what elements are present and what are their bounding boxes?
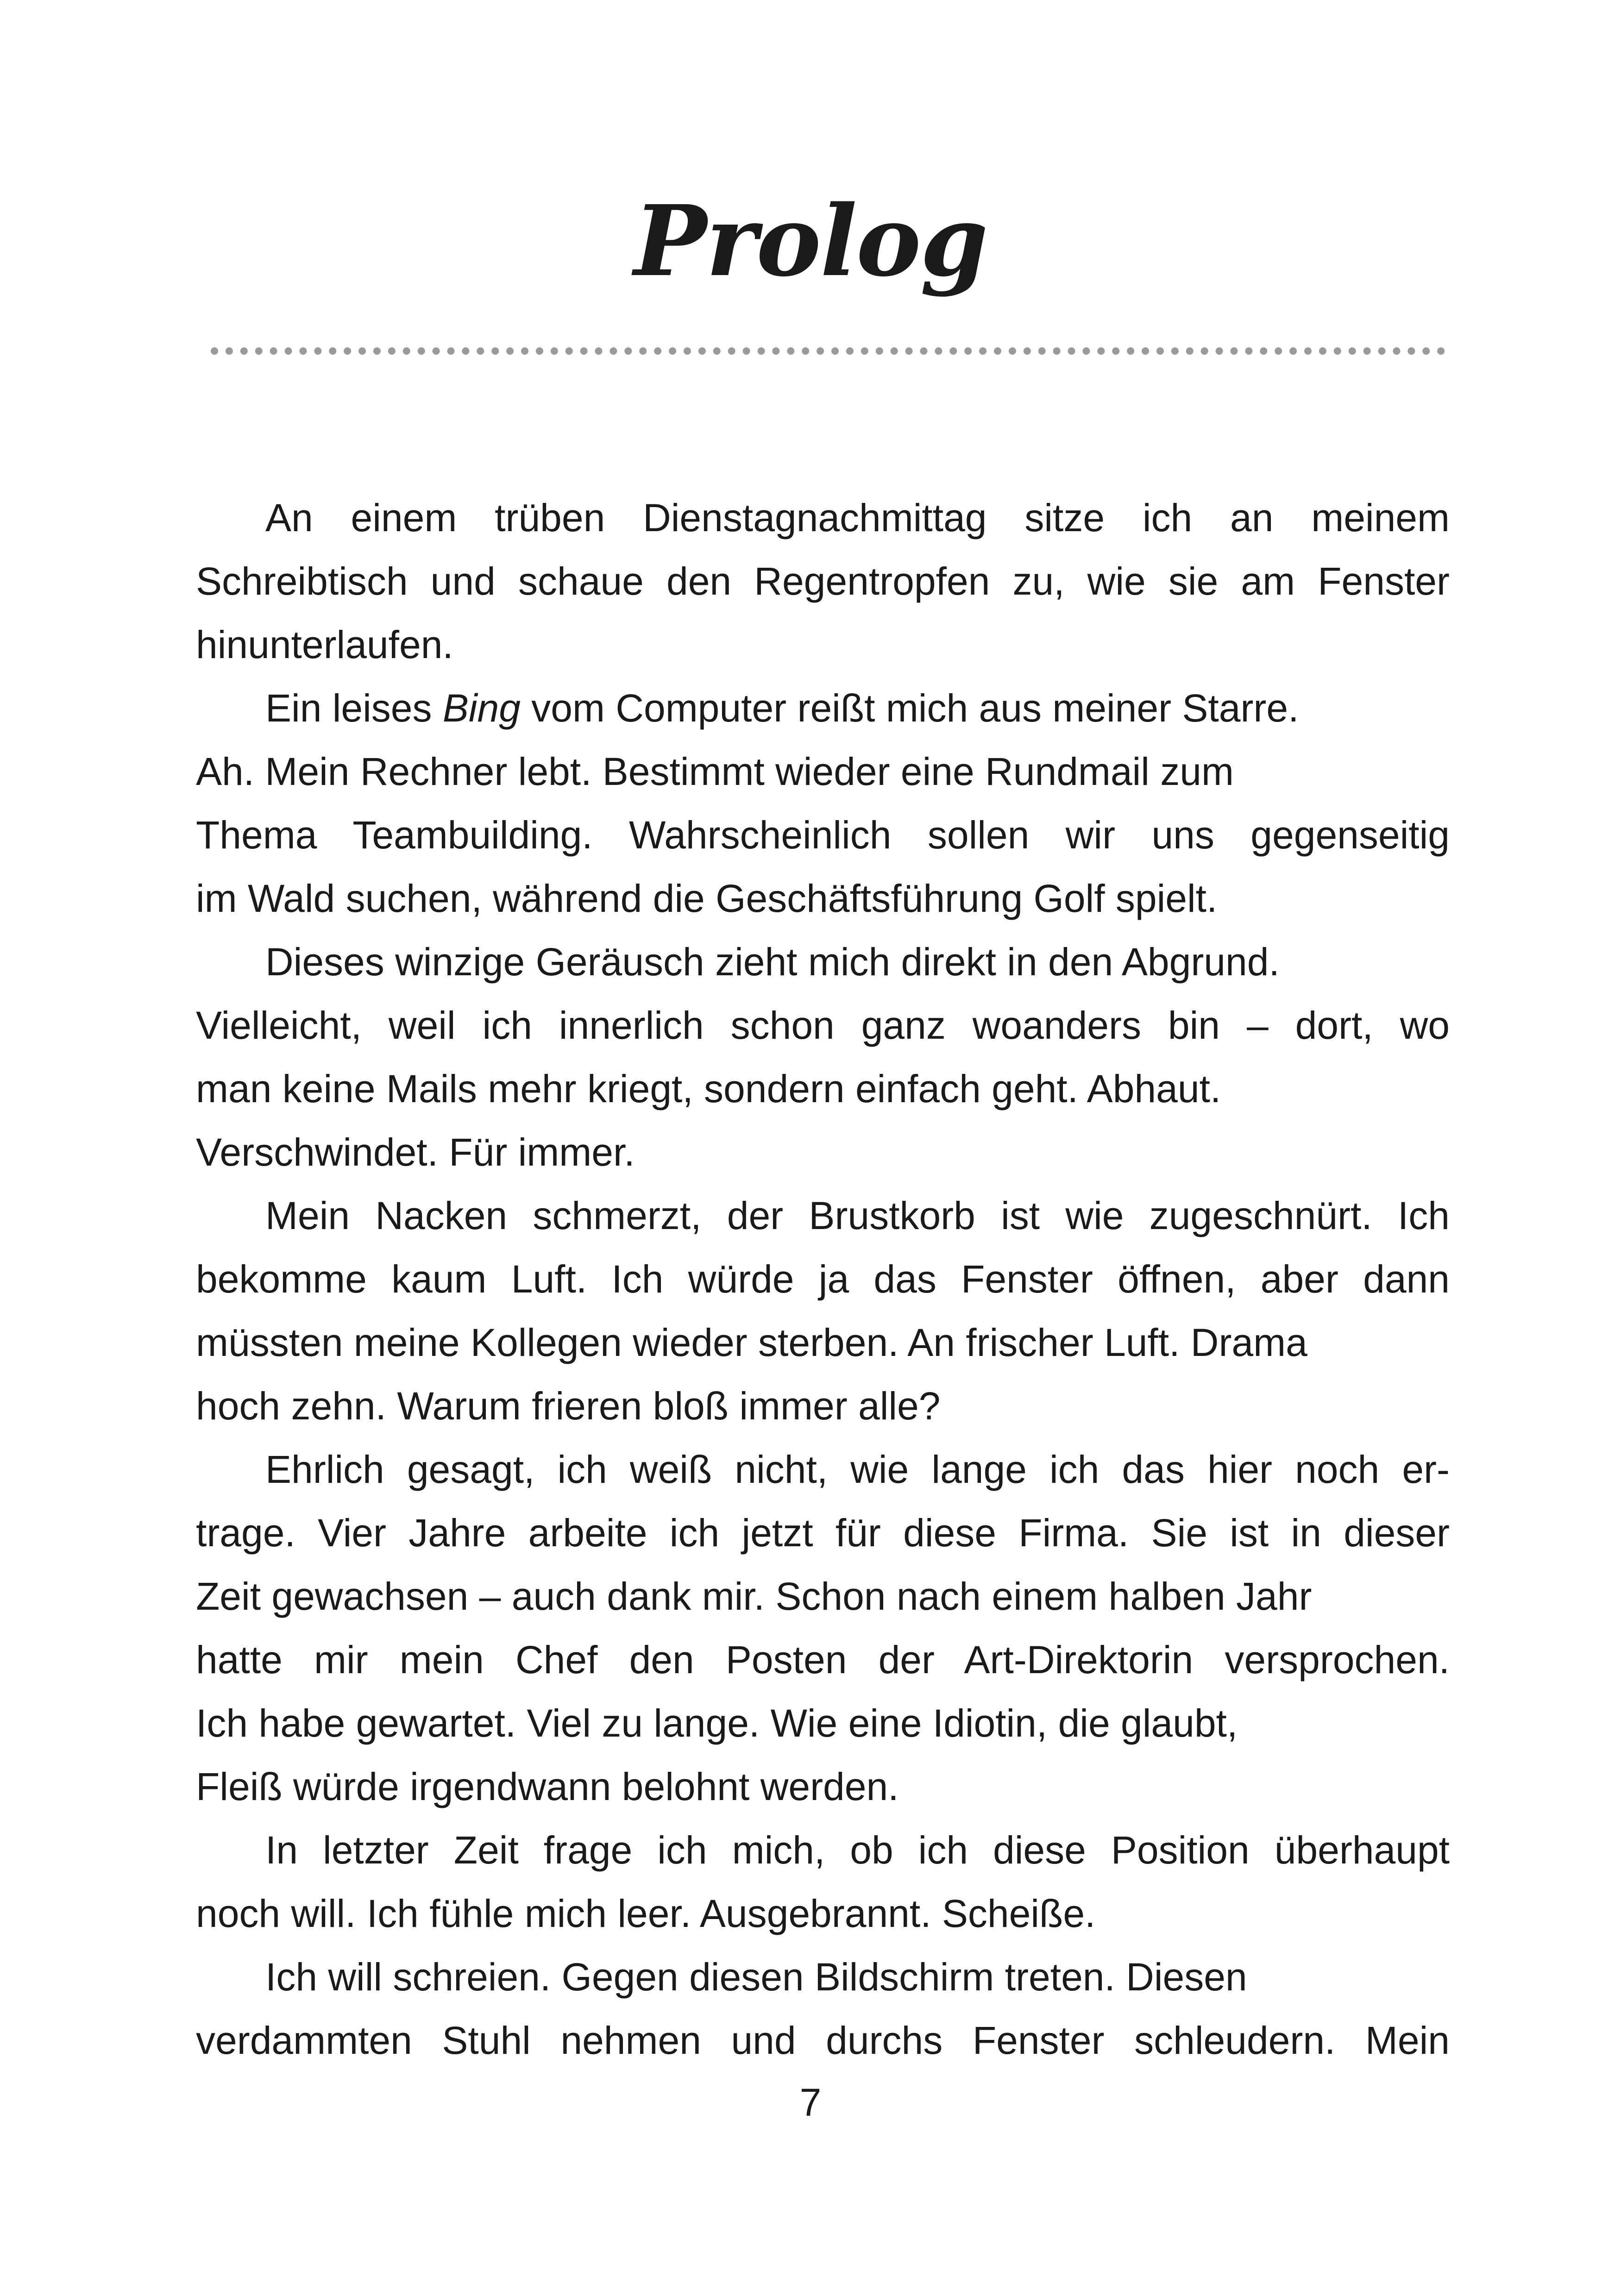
text-line: bekomme kaum Luft. Ich würde ja das Fenster öffnen, aber dann [196,1257,1450,1301]
text-line: Thema Teambuilding. Wahrscheinlich sollen wir uns gegenseitig [196,813,1450,857]
text-line: Fleiß würde irgendwann belohnt werden. [196,1765,899,1808]
body-text [196,486,1450,2072]
text-run: vom Computer reißt mich aus meiner Starre. [520,686,1299,730]
text-line: Ehrlich gesagt, ich weiß nicht, wie lange ich das hier noch er- [265,1448,1450,1491]
text-line: Ich habe gewartet. Viel zu lange. Wie eine Idiotin, die glaubt, [196,1701,1238,1745]
text-line: im Wald suchen, während die Geschäftsführung Golf spielt. [196,877,1218,920]
page-number: 7 [799,2081,822,2124]
text-line: müssten meine Kollegen wieder sterben. An frischer Luft. Drama [196,1321,1307,1364]
paragraph [196,1819,1450,1945]
text-line: Verschwindet. Für immer. [196,1130,635,1174]
paragraph [196,1945,1450,2072]
emphasis-text: Bing [442,686,521,730]
text-line: hoch zehn. Warum frieren bloß immer alle? [196,1384,941,1428]
text-line: verdammten Stuhl nehmen und durchs Fenster schleudern. Mein [196,2019,1450,2062]
text-line: Mein Nacken schmerzt, der Brustkorb ist wie zugeschnürt. Ich [265,1194,1450,1237]
text-line: trage. Vier Jahre arbeite ich jetzt für diese Firma. Sie ist in dieser [196,1511,1450,1555]
text-line: In letzter Zeit frage ich mich, ob ich diese Position überhaupt [265,1828,1450,1872]
text-line: Ah. Mein Rechner lebt. Bestimmt wieder eine Rundmail zum [196,750,1234,793]
text-line: Zeit gewachsen – auch dank mir. Schon nach einem halben Jahr [196,1575,1312,1618]
page-title: Prolog [634,183,987,298]
dotted-divider [211,347,1445,355]
text-line: hinunterlaufen. [196,623,453,666]
text-line: Vielleicht, weil ich innerlich schon ganz woanders bin – dort, wo [196,1004,1450,1047]
text-line: man keine Mails mehr kriegt, sondern einfach geht. Abhaut. [196,1067,1221,1110]
text-line: An einem trüben Dienstagnachmittag sitze ich an meinem [265,496,1450,539]
paragraph [196,486,1450,677]
text-line: Schreibtisch und schaue den Regentropfen zu, wie sie am Fenster [196,559,1450,603]
text-line: hatte mir mein Chef den Posten der Art-Direktorin versprochen. [196,1638,1450,1681]
text-run: Ein leises [265,686,443,730]
text-line: noch will. Ich fühle mich leer. Ausgebrannt. Scheiße. [196,1892,1096,1935]
paragraph [196,1438,1450,1819]
paragraph [196,1184,1450,1438]
text-line [196,677,1450,740]
paragraph [196,930,1450,1184]
text-line: Dieses winzige Geräusch zieht mich direkt in den Abgrund. [265,940,1280,984]
text-line: Ich will schreien. Gegen diesen Bildschirm treten. Diesen [265,1955,1247,1999]
paragraph [196,677,1450,930]
